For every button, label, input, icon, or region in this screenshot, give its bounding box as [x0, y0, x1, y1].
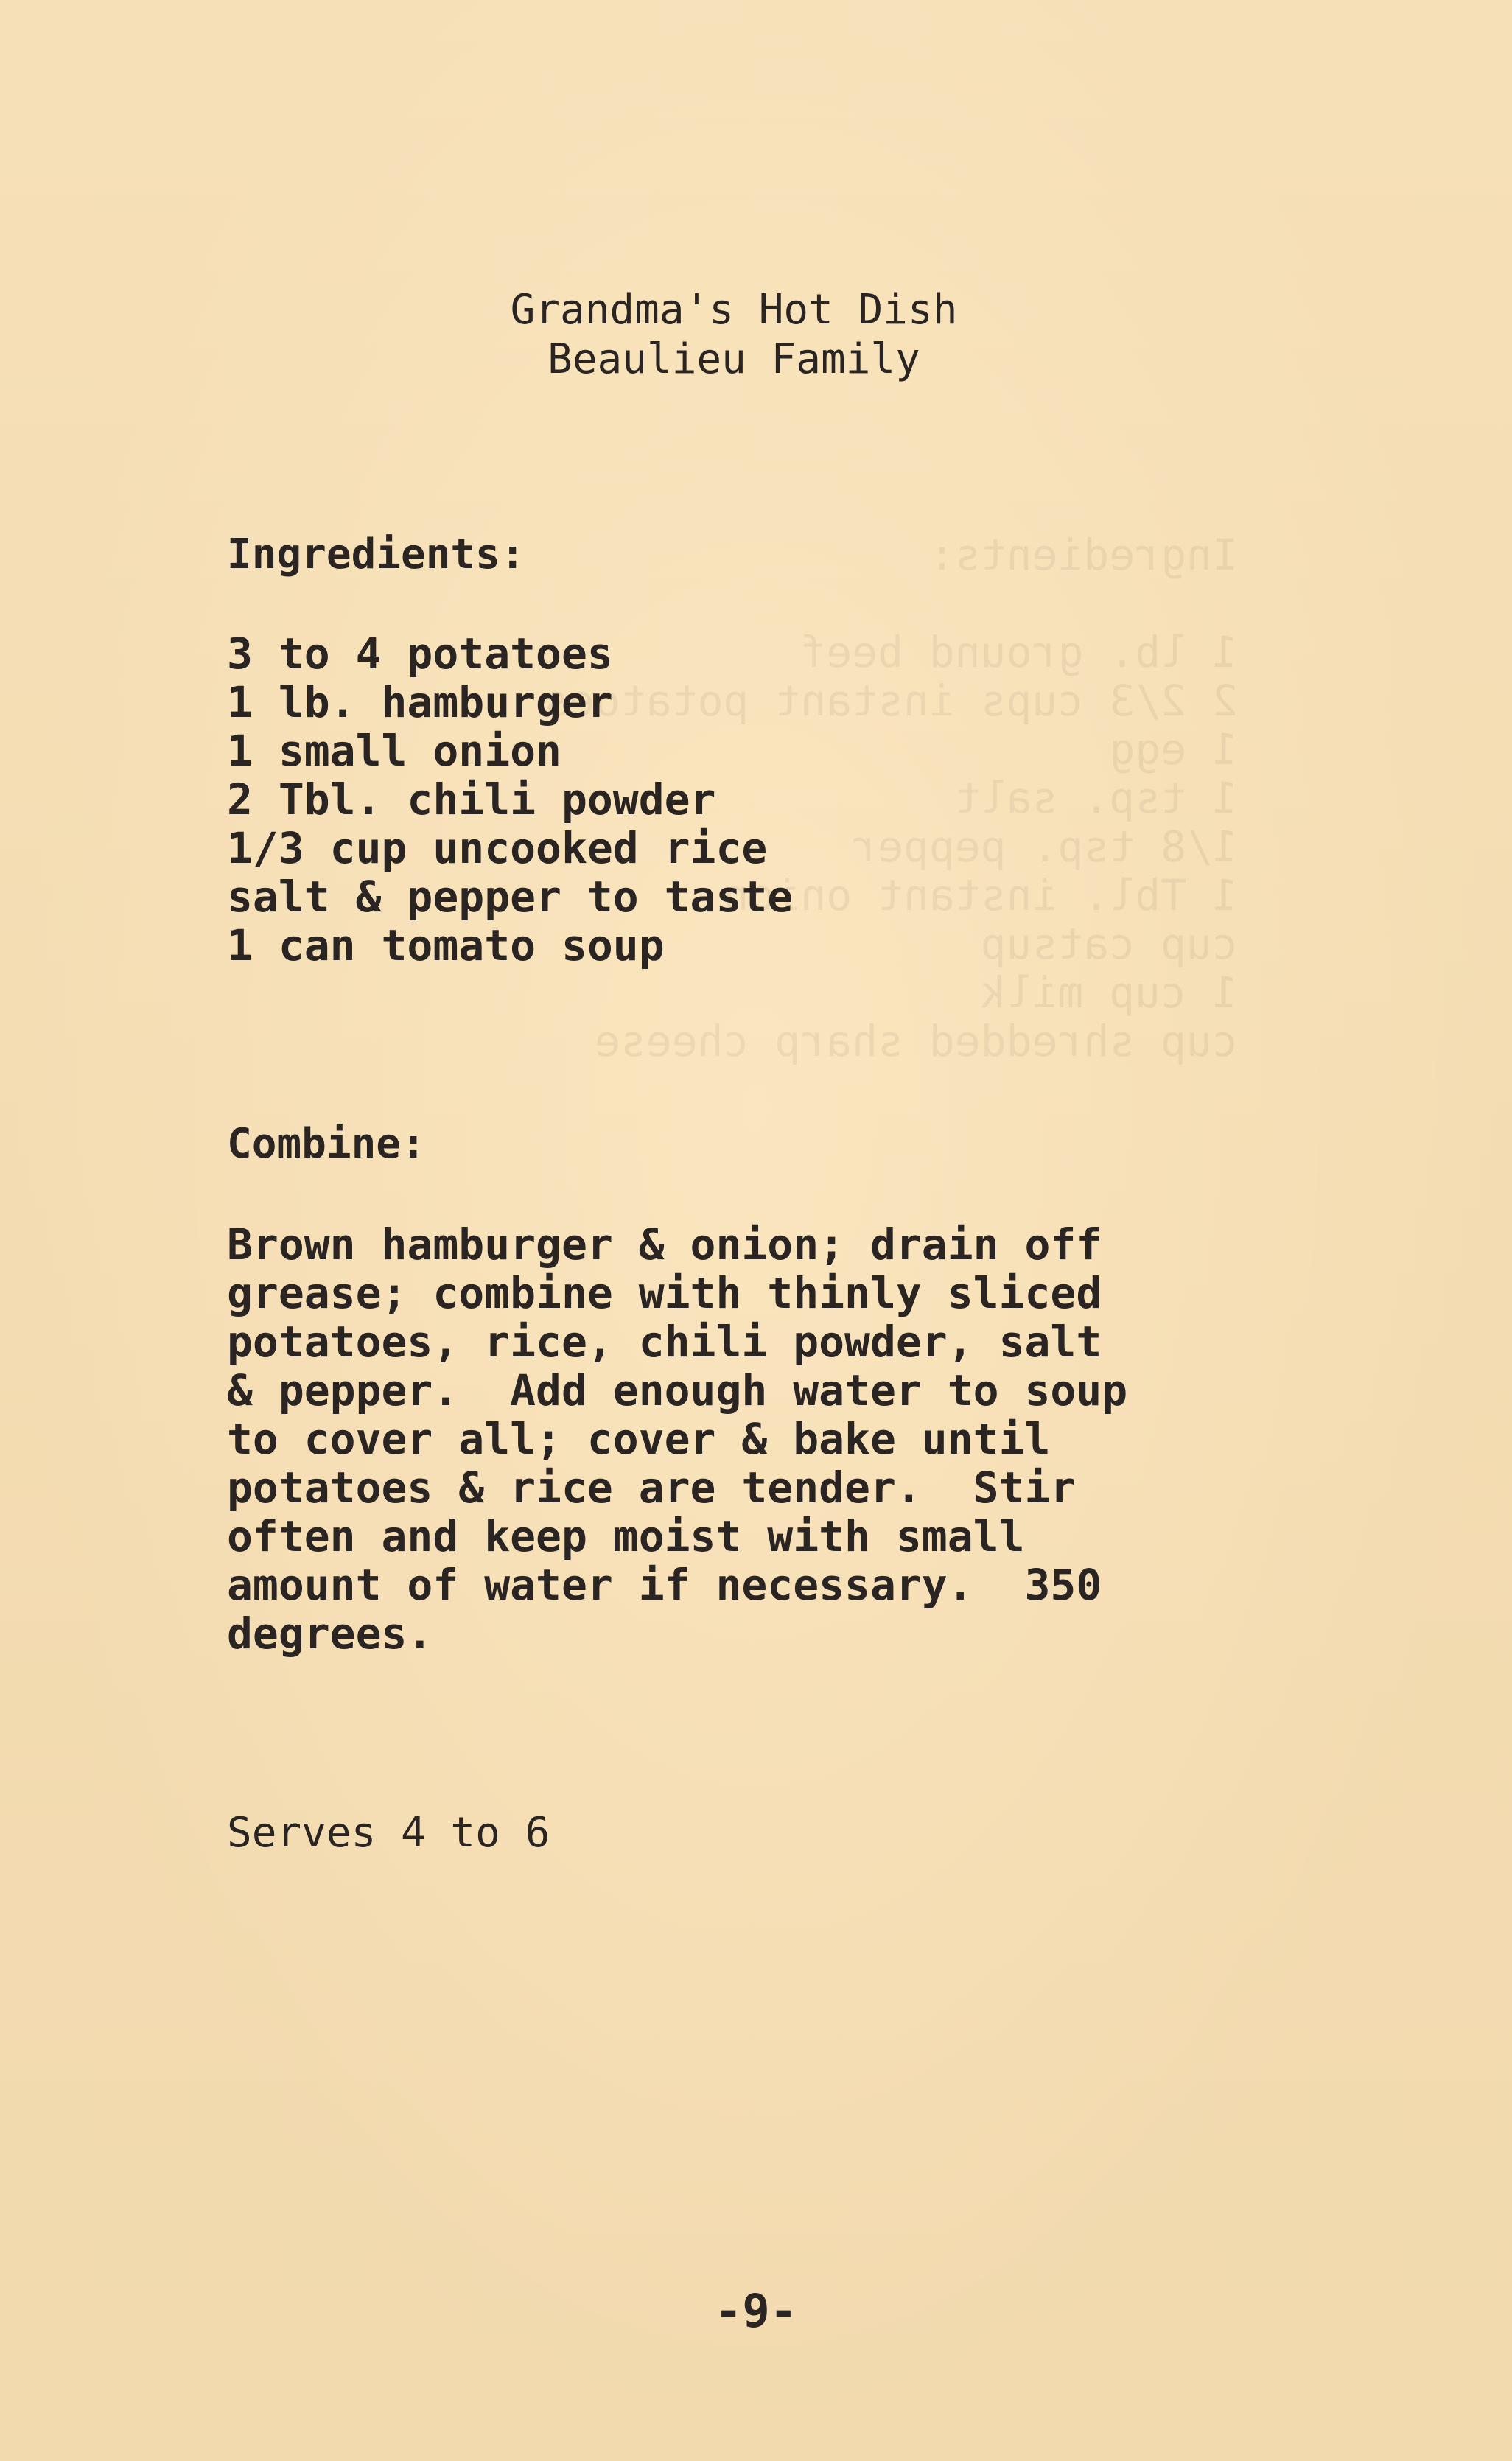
method-line: often and keep moist with small: [227, 1511, 1025, 1561]
bleed-through-text: Ingredients: 1 lb. ground beef 2 2/3 cups instant potatoes 1 egg 1 tsp. salt 1/8 tsp. pepper 1 Tbl. instant onion cup catsup 1 cup milk cup shredded sharp cheese: [543, 530, 1238, 1066]
ingredient-item: 3 to 4 potatoes: [227, 629, 613, 679]
method-line: Brown hamburger & onion; drain off: [227, 1219, 1102, 1270]
ingredient-item: 1 lb. hamburger: [227, 677, 613, 727]
page-number: -9-: [715, 2284, 797, 2338]
method-line: amount of water if necessary. 350: [227, 1560, 1102, 1610]
method-line: degrees.: [227, 1608, 433, 1659]
method-line: potatoes & rice are tender. Stir: [227, 1463, 1077, 1513]
method-line: & pepper. Add enough water to soup: [227, 1365, 1128, 1415]
servings-text: Serves 4 to 6: [227, 1809, 550, 1857]
method-line: grease; combine with thinly sliced: [227, 1268, 1102, 1318]
ingredient-item: 2 Tbl. chili powder: [227, 774, 716, 825]
method-heading: Combine:: [227, 1120, 426, 1168]
recipe-title: Grandma's Hot Dish: [510, 286, 958, 334]
method-line: to cover all; cover & bake until: [227, 1414, 1051, 1464]
recipe-subtitle: Beaulieu Family: [547, 335, 920, 383]
ingredient-item: 1/3 cup uncooked rice: [227, 823, 768, 873]
ingredient-item: salt & pepper to taste: [227, 872, 794, 922]
ingredients-heading: Ingredients:: [227, 531, 525, 578]
ingredient-item: 1 small onion: [227, 726, 561, 776]
method-line: potatoes, rice, chili powder, salt: [227, 1317, 1102, 1367]
ingredient-item: 1 can tomato soup: [227, 920, 665, 970]
